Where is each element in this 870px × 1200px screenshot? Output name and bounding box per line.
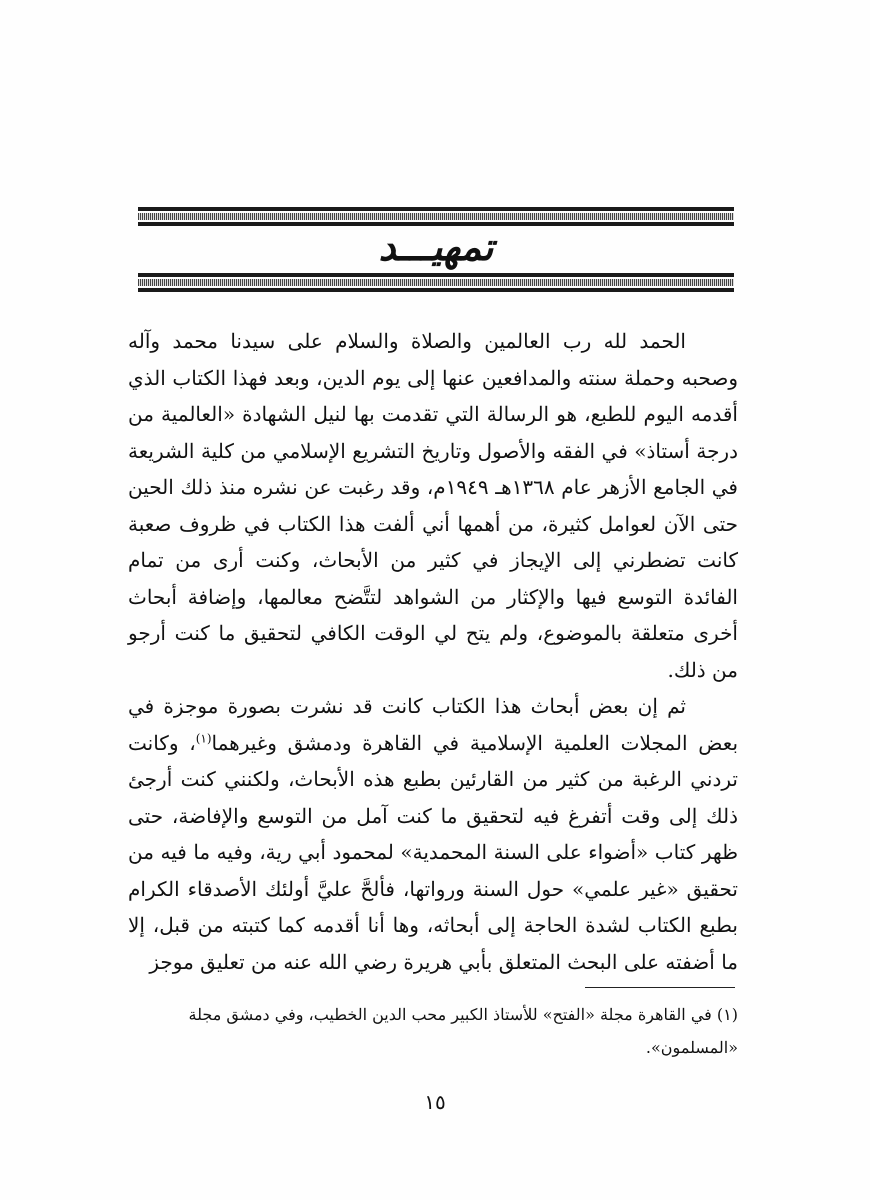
paragraph-2 <box>128 688 738 980</box>
paragraph-2-part-b: ، وكانت تردني الرغبة من كثير من القارئين بطبع هذه الأبحاث، ولكنني كنت أرجئ ذلك إلى وقت أتفرغ فيه لتحقيق ما كنت آمل من التوسع والإفاضة، حتى ظهر كتاب «أضواء على السنة المحمدية» لمحمود أبي رية، وفيه ما فيه من تحقيق «غير علمي» حول السنة ورواتها، فألحَّ عليَّ أولئك الأصدقاء الكرام بطبع الكتاب لشدة الحاجة إلى أبحاثه، وها أنا أقدمه كما كتبته من قبل، إلا ما أضفته على البحث المتعلق بأبي هريرة رضي الله عنه من تعليق موجز <box>128 730 738 974</box>
paragraph-2-part-a: ثم إن بعض أبحاث هذا الكتاب كانت قد نشرت بصورة موجزة في بعض المجلات العلمية الإسلامية في القاهرة ودمشق وغيرهما <box>128 694 739 755</box>
paragraph-2-text <box>128 688 738 980</box>
chapter-heading-text: تمهيـــد <box>378 224 494 269</box>
paragraph-1-text: الحمد لله رب العالمين والصلاة والسلام على سيدنا محمد وآله وصحبه وحملة سنته والمدافعين عنها إلى يوم الدين، وبعد فهذا الكتاب الذي أقدمه اليوم للطبع، هو الرسالة التي تقدمت بها لنيل الشهادة «العالمية من درجة أستاذ» في الفقه والأصول وتاريخ التشريع الإسلامي من كلية الشريعة في الجامع الأزهر عام ١٣٦٨هـ ١٩٤٩م، وقد رغبت عن نشره منذ ذلك الحين حتى الآن لعوامل كثيرة، من أهمها أني ألفت هذا الكتاب في ظروف صعبة كانت تضطرني إلى الإيجاز في كثير من الأبحاث، وكنت أرى من تمام الفائدة التوسع فيها والإكثار من الشواهد لتتَّضح معالمها، وإضافة أبحاث أخرى متعلقة بالموضوع، ولم يتح لي الوقت الكافي لتحقيق ما كنت أرجو من ذلك. <box>128 329 738 682</box>
header-ornament-bottom <box>138 273 734 294</box>
footnote-divider <box>585 987 735 988</box>
chapter-heading <box>138 222 734 272</box>
footnote: (١) في القاهرة مجلة «الفتح» للأستاذ الكبير محب الدين الخطيب، وفي دمشق مجلة «المسلمون». <box>188 1005 738 1057</box>
page-number: ١٥ <box>424 1090 446 1114</box>
footnote-marker: (١) <box>195 730 212 745</box>
paragraph-1 <box>128 323 738 688</box>
